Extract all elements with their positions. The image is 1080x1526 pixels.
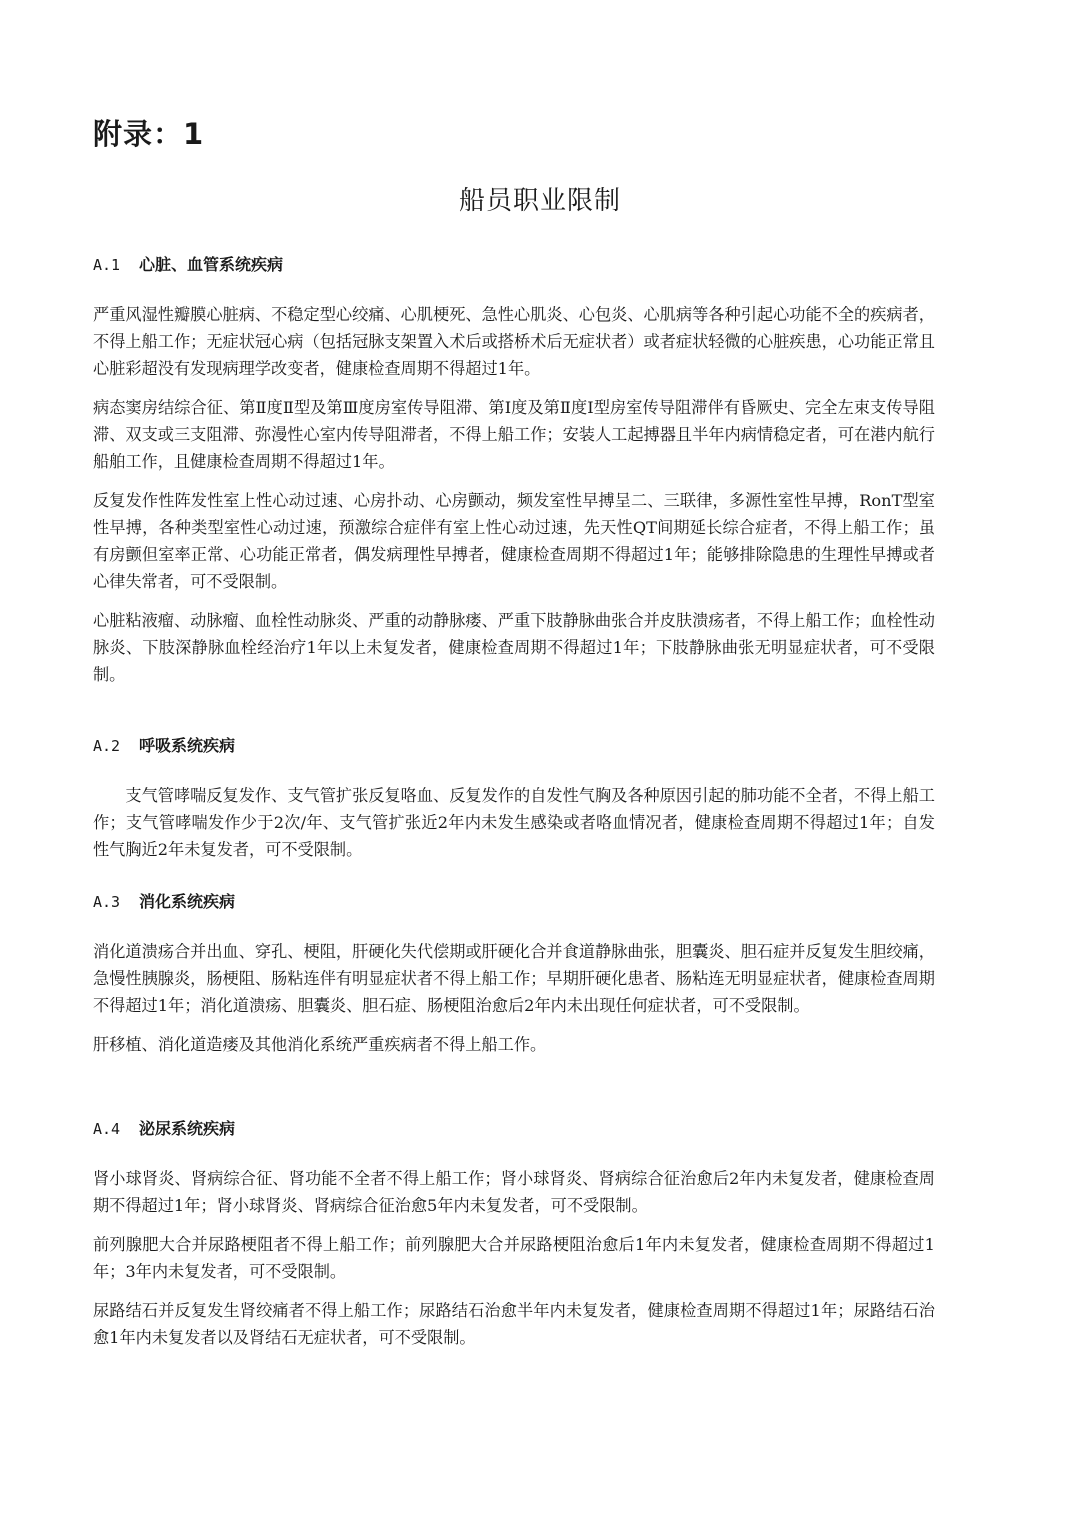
section-number: A.3	[93, 893, 121, 911]
paragraph: 前列腺肥大合并尿路梗阻者不得上船工作；前列腺肥大合并尿路梗阻治愈后1年内未复发者，健康检查周期不得超过1年；3年内未复发者，可不受限制。	[93, 1235, 935, 1281]
section-a2	[93, 734, 935, 875]
paragraph: 肾小球肾炎、肾病综合征、肾功能不全者不得上船工作；肾小球肾炎、肾病综合征治愈后2年内未复发者，健康检查周期不得超过1年；肾小球肾炎、肾病综合征治愈5年内未复发者，可不受限制。	[93, 1169, 935, 1215]
paragraph: 支气管哮喘反复发作、支气管扩张反复咯血、反复发作的自发性气胸及各种原因引起的肺功能不全者，不得上船工作；支气管哮喘发作少于2次/年、支气管扩张近2年内未发生感染或者咯血情况者，健康检查周期不得超过1年；自发性气胸近2年未复发者，可不受限制。	[93, 786, 935, 859]
appendix-label: 附录：1	[93, 117, 205, 151]
section-heading	[93, 734, 935, 758]
section-title: 泌尿系统疾病	[139, 1119, 236, 1138]
section-a1	[93, 253, 935, 700]
paragraph: 消化道溃疡合并出血、穿孔、梗阻，肝硬化失代偿期或肝硬化合并食道静脉曲张，胆囊炎、胆石症并反复发生胆绞痛，急慢性胰腺炎，肠梗阻、肠粘连伴有明显症状者不得上船工作；早期肝硬化患者、肠粘连无明显症状者，健康检查周期不得超过1年；消化道溃疡、胆囊炎、胆石症、肠梗阻治愈后2年内未出现任何症状者，可不受限制。	[93, 942, 935, 1015]
section-number: A.1	[93, 256, 121, 274]
paragraph: 反复发作性阵发性室上性心动过速、心房扑动、心房颤动，频发室性早搏呈二、三联律，多源性室性早搏，RonT型室性早搏，各种类型室性心动过速，预激综合症伴有室上性心动过速，先天性QT间期延长综合症者，不得上船工作；虽有房颤但室率正常、心功能正常者，偶发病理性早搏者，健康检查周期不得超过1年；能够排除隐患的生理性早搏或者心律失常者，可不受限制。	[93, 491, 935, 591]
paragraph: 肝移植、消化道造瘘及其他消化系统严重疾病者不得上船工作。	[93, 1035, 547, 1054]
section-title: 消化系统疾病	[139, 892, 236, 911]
section-title: 呼吸系统疾病	[139, 736, 236, 755]
document-title: 船员职业限制	[458, 186, 621, 216]
paragraph: 严重风湿性瓣膜心脏病、不稳定型心绞痛、心肌梗死、急性心肌炎、心包炎、心肌病等各种引起心功能不全的疾病者，不得上船工作；无症状冠心病（包括冠脉支架置入术后或搭桥术后无症状者）或者症状轻微的心脏疾患，心功能正常且心脏彩超没有发现病理学改变者，健康检查周期不得超过1年。	[93, 305, 935, 378]
paragraph: 病态窦房结综合征、第Ⅱ度Ⅱ型及第Ⅲ度房室传导阻滞、第Ⅰ度及第Ⅱ度Ⅰ型房室传导阻滞伴有昏厥史、完全左束支传导阻滞、双支或三支阻滞、弥漫性心室内传导阻滞者，不得上船工作；安装人工起搏器且半年内病情稳定者，可在港内航行船舶工作，且健康检查周期不得超过1年。	[93, 398, 935, 471]
paragraph: 尿路结石并反复发生肾绞痛者不得上船工作；尿路结石治愈半年内未复发者，健康检查周期不得超过1年；尿路结石治愈1年内未复发者以及肾结石无症状者，可不受限制。	[93, 1301, 935, 1347]
section-number: A.4	[93, 1120, 121, 1138]
section-title: 心脏、血管系统疾病	[139, 255, 284, 274]
section-heading	[93, 1117, 935, 1141]
section-a4	[93, 1117, 935, 1363]
paragraph: 心脏粘液瘤、动脉瘤、血栓性动脉炎、严重的动静脉瘘、严重下肢静脉曲张合并皮肤溃疡者，不得上船工作；血栓性动脉炎、下肢深静脉血栓经治疗1年以上未复发者，健康检查周期不得超过1年；下肢静脉曲张无明显症状者，可不受限制。	[93, 611, 935, 684]
section-heading	[93, 890, 935, 914]
section-a3	[93, 890, 935, 1070]
section-number: A.2	[93, 737, 121, 755]
section-heading	[93, 253, 935, 277]
